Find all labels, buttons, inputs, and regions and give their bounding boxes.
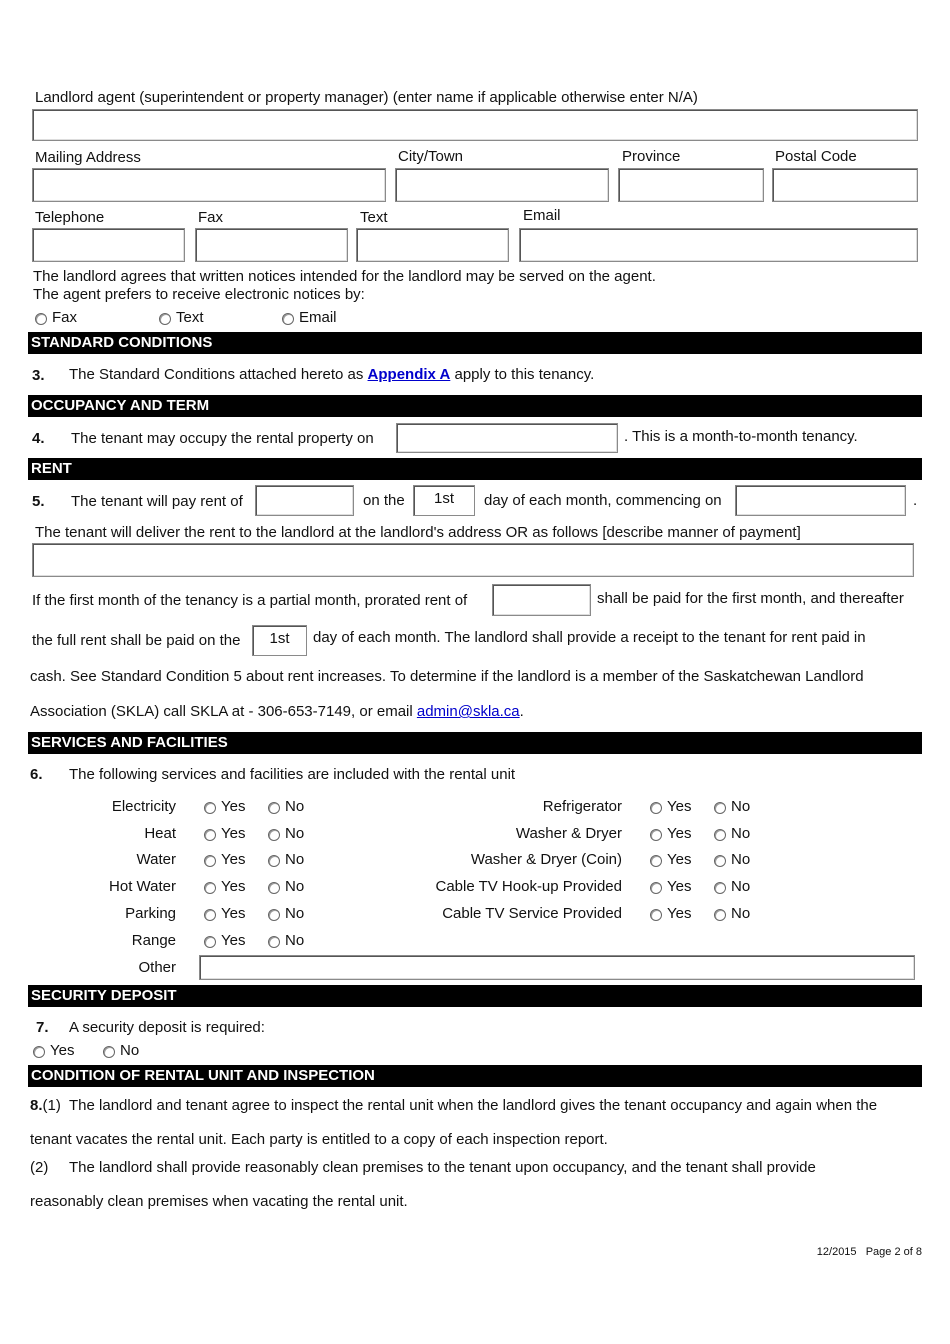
pref-fax-label: Fax xyxy=(52,309,78,326)
pref-fax-radio[interactable] xyxy=(35,313,47,325)
clause-4-number: 4. xyxy=(32,430,45,447)
no-label: No xyxy=(731,798,751,815)
service-label: Refrigerator xyxy=(542,798,622,815)
rent-pay-label: The tenant will pay rent of xyxy=(71,493,243,510)
other-services-input[interactable] xyxy=(199,955,915,980)
occupancy-date-input[interactable] xyxy=(396,423,618,453)
yes-label: Yes xyxy=(667,798,692,815)
service-yes-radio[interactable] xyxy=(204,855,216,867)
city-label: City/Town xyxy=(398,148,464,165)
clause-3-number: 3. xyxy=(32,367,45,384)
rent-on-the-label: on the xyxy=(363,492,405,509)
service-no-radio[interactable] xyxy=(714,802,726,814)
yes-label: Yes xyxy=(667,825,692,842)
mailing-address-input[interactable] xyxy=(32,168,386,202)
service-no-radio[interactable] xyxy=(268,802,280,814)
other-label: Other xyxy=(138,959,176,976)
agent-label: Landlord agent (superintendent or property manager) (enter name if applicable otherwise enter N/A) xyxy=(35,89,698,106)
deposit-no-radio[interactable] xyxy=(103,1046,115,1058)
service-no-radio[interactable] xyxy=(268,829,280,841)
service-no-radio[interactable] xyxy=(268,936,280,948)
service-no-radio[interactable] xyxy=(268,855,280,867)
skla-email-link[interactable]: admin@skla.ca xyxy=(416,703,520,720)
clause-3-text: The Standard Conditions attached hereto as Appendix A apply to this tenancy. xyxy=(69,366,595,383)
clause-8-2-number: (2) xyxy=(30,1159,49,1176)
postal-code-input[interactable] xyxy=(772,168,918,202)
no-label: No xyxy=(285,798,305,815)
service-label: Electricity xyxy=(111,798,176,815)
service-label: Range xyxy=(131,932,176,949)
service-label: Washer & Dryer xyxy=(515,825,622,842)
full-rent-label: the full rent shall be paid on the xyxy=(32,632,241,649)
service-no-radio[interactable] xyxy=(714,855,726,867)
service-label: Cable TV Service Provided xyxy=(442,905,622,922)
service-yes-radio[interactable] xyxy=(650,909,662,921)
email-input[interactable] xyxy=(519,228,918,262)
notice-line-1: The landlord agrees that written notices intended for the landlord may be served on the agent. xyxy=(33,268,656,285)
clause-8-2-line-2: reasonably clean premises when vacating the rental unit. xyxy=(30,1193,408,1210)
pref-text-radio[interactable] xyxy=(159,313,171,325)
yes-label: Yes xyxy=(221,878,246,895)
condition-header: CONDITION OF RENTAL UNIT AND INSPECTION xyxy=(28,1065,922,1087)
clause-6-number: 6. xyxy=(30,766,43,783)
service-label: Parking xyxy=(125,905,176,922)
no-label: No xyxy=(731,878,751,895)
clause-8-2-line-1: The landlord shall provide reasonably clean premises to the tenant upon occupancy, and the tenant shall provide xyxy=(69,1159,816,1176)
rent-period: . xyxy=(913,492,918,509)
no-label: No xyxy=(285,932,305,949)
payment-method-input[interactable] xyxy=(32,543,914,577)
clause-8-1-line-2: tenant vacates the rental unit. Each party is entitled to a copy of each inspection report. xyxy=(30,1131,608,1148)
services-intro: The following services and facilities are included with the rental unit xyxy=(69,766,516,783)
pref-email-radio[interactable] xyxy=(282,313,294,325)
skla-line: Association (SKLA) call SKLA at - 306-653-7149, or email admin@skla.ca. xyxy=(30,703,524,720)
service-no-radio[interactable] xyxy=(714,829,726,841)
yes-label: Yes xyxy=(667,905,692,922)
rent-commencing-label: day of each month, commencing on xyxy=(484,492,722,509)
full-rent-day-input[interactable]: 1st xyxy=(252,625,307,656)
clause-5-number: 5. xyxy=(32,493,45,510)
agent-name-input[interactable] xyxy=(32,109,918,141)
clause-8-1-number: 8.(1) xyxy=(30,1097,61,1114)
yes-label: Yes xyxy=(221,851,246,868)
yes-label: Yes xyxy=(221,798,246,815)
clause-8-1-line-1: The landlord and tenant agree to inspect the rental unit when the landlord gives the tenant occupancy and again when the xyxy=(69,1097,878,1114)
no-label: No xyxy=(285,825,305,842)
no-label: No xyxy=(285,851,305,868)
partial-month-after: shall be paid for the first month, and thereafter xyxy=(597,590,904,607)
service-no-radio[interactable] xyxy=(268,882,280,894)
appendix-a-link[interactable]: Appendix A xyxy=(367,366,451,383)
rent-day-input[interactable]: 1st xyxy=(413,485,475,516)
rent-deliver-label: The tenant will deliver the rent to the landlord at the landlord's address OR as follows [describe manner of payment] xyxy=(35,524,801,541)
no-label: No xyxy=(285,878,305,895)
service-yes-radio[interactable] xyxy=(650,855,662,867)
yes-label: Yes xyxy=(667,851,692,868)
province-input[interactable] xyxy=(618,168,764,202)
notice-line-2: The agent prefers to receive electronic notices by: xyxy=(33,286,365,303)
service-yes-radio[interactable] xyxy=(650,829,662,841)
service-label: Washer & Dryer (Coin) xyxy=(470,851,622,868)
telephone-label: Telephone xyxy=(35,209,105,226)
full-rent-after: day of each month. The landlord shall provide a receipt to the tenant for rent paid in xyxy=(313,629,866,646)
clause-4-text-after: . This is a month-to-month tenancy. xyxy=(624,428,858,445)
service-yes-radio[interactable] xyxy=(204,882,216,894)
deposit-no-label: No xyxy=(120,1042,140,1059)
page-footer xyxy=(817,1246,922,1258)
footer-page: Page 2 of 8 xyxy=(865,1246,922,1258)
service-yes-radio[interactable] xyxy=(650,882,662,894)
rent-commencing-input[interactable] xyxy=(735,485,906,516)
service-no-radio[interactable] xyxy=(714,909,726,921)
security-deposit-header: SECURITY DEPOSIT xyxy=(28,985,922,1007)
pref-email-label: Email xyxy=(299,309,337,326)
fax-input[interactable] xyxy=(195,228,348,262)
text-label: Text xyxy=(360,209,388,226)
service-no-radio[interactable] xyxy=(268,909,280,921)
yes-label: Yes xyxy=(221,932,246,949)
deposit-text: A security deposit is required: xyxy=(69,1019,265,1036)
service-yes-radio[interactable] xyxy=(204,802,216,814)
prorated-rent-input[interactable] xyxy=(492,584,591,616)
standard-conditions-header: STANDARD CONDITIONS xyxy=(28,332,922,354)
no-label: No xyxy=(731,825,751,842)
yes-label: Yes xyxy=(221,905,246,922)
fax-label: Fax xyxy=(198,209,224,226)
province-label: Province xyxy=(622,148,681,165)
service-label: Cable TV Hook-up Provided xyxy=(435,878,622,895)
service-label: Water xyxy=(136,851,176,868)
service-label: Hot Water xyxy=(109,878,176,895)
service-label: Heat xyxy=(144,825,176,842)
footer-date: 12/2015 xyxy=(816,1246,857,1258)
rent-header: RENT xyxy=(28,458,922,480)
service-yes-radio[interactable] xyxy=(204,829,216,841)
deposit-yes-radio[interactable] xyxy=(33,1046,45,1058)
telephone-input[interactable] xyxy=(32,228,185,262)
no-label: No xyxy=(731,905,751,922)
no-label: No xyxy=(285,905,305,922)
pref-text-label: Text xyxy=(176,309,204,326)
deposit-yes-label: Yes xyxy=(50,1042,75,1059)
rent-amount-input[interactable] xyxy=(255,485,354,516)
clause-4-text: The tenant may occupy the rental property on xyxy=(71,430,374,447)
email-label: Email xyxy=(523,207,561,224)
text-input[interactable] xyxy=(356,228,509,262)
services-header: SERVICES AND FACILITIES xyxy=(28,732,922,754)
service-yes-radio[interactable] xyxy=(204,936,216,948)
mailing-address-label: Mailing Address xyxy=(35,149,141,166)
postal-code-label: Postal Code xyxy=(775,148,857,165)
yes-label: Yes xyxy=(221,825,246,842)
cash-line: cash. See Standard Condition 5 about rent increases. To determine if the landlord is a member of the Saskatchewan Landlord xyxy=(30,668,864,685)
partial-month-label: If the first month of the tenancy is a partial month, prorated rent of xyxy=(32,592,468,609)
no-label: No xyxy=(731,851,751,868)
city-input[interactable] xyxy=(395,168,609,202)
clause-7-number: 7. xyxy=(36,1019,49,1036)
service-no-radio[interactable] xyxy=(714,882,726,894)
service-yes-radio[interactable] xyxy=(650,802,662,814)
service-yes-radio[interactable] xyxy=(204,909,216,921)
yes-label: Yes xyxy=(667,878,692,895)
occupancy-header: OCCUPANCY AND TERM xyxy=(28,395,922,417)
